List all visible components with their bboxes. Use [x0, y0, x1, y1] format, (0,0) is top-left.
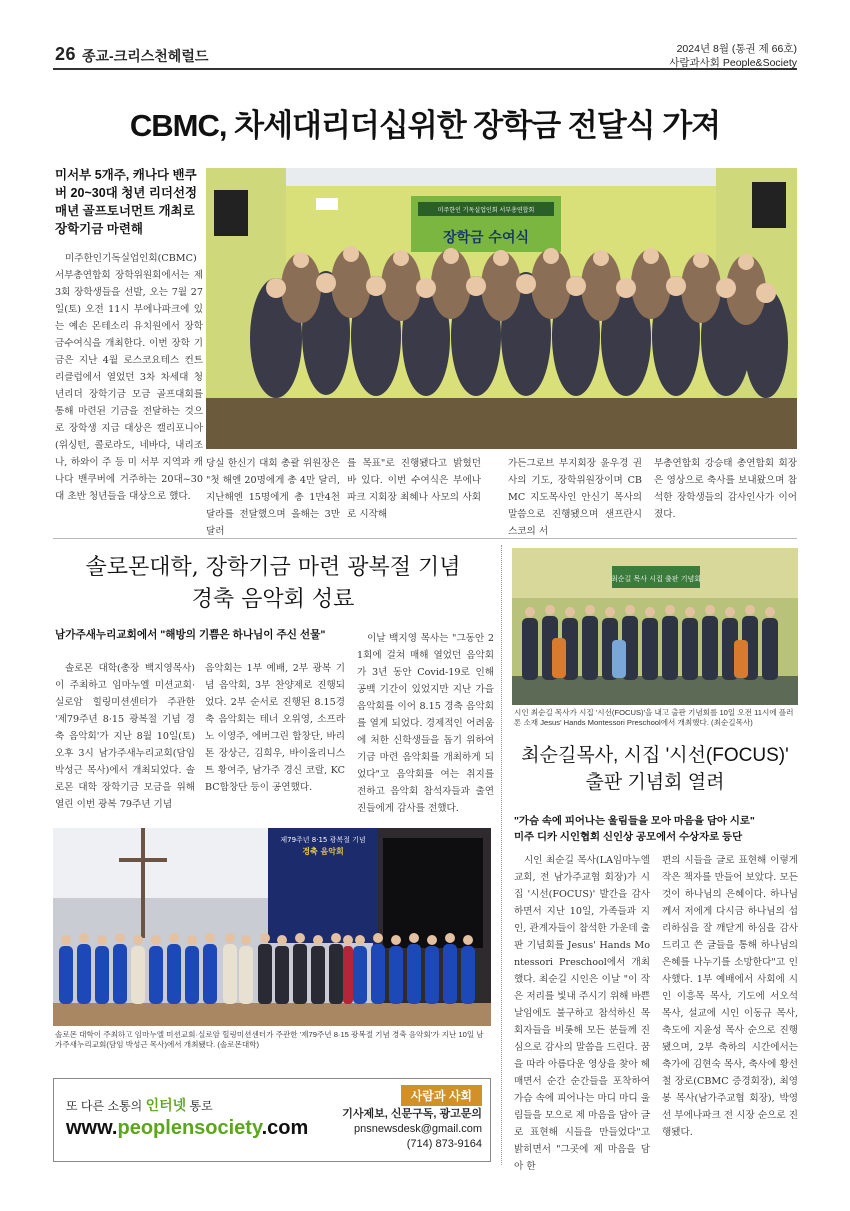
article3-col1: 시인 최순길 목사(LA임마누엘교회, 전 남가주교협 회장)가 시집 '시선(FOCUS)' 발간을 감사하면서 지난 10일, 가족들과 지인, 관계자들이 참석한 가운데 출판 기념회를 Jesus' Hands Montessori Preschool에서 개최했다. 최순길 시인은 이날 "이 작은 저리를 빛내 주시기 위해 바쁜 날임에도 불구하고 참석하신 목회자들을 비롯해 모든 분들께 진심으로 감사의 말씀을 드린다. 꿈을 따라 아름다운 영상을 찾아 헤매면서 순간 순간들을 포착하여 가슴 속에 피어나는 마디 마디 울림들을 모으로 제 마음을 담아 글로 표현해 시들을 만들었다"고 밝히면서 "그곳에 제 마음을 담아 한	[514, 855, 650, 1172]
article3-photo	[512, 548, 798, 705]
photo3-banner: 최순길 목사 시집 출판 기념회	[610, 575, 702, 583]
article2-title	[53, 552, 493, 616]
article2-photo	[53, 828, 491, 1026]
ad-url-post: .com	[261, 1117, 309, 1139]
photo2-banner-sub: 경축 음악회	[302, 847, 344, 856]
article1-col1: 미주한인기독실업인회(CBMC) 서부총연합회 장학위원회에서는 제3회 장학생들을 선발, 오는 7월 27일(토) 오전 11시 부에나파크에 있는 예손 몬테소리 유치원에서 장학금수여식을 개최한다. 이번 장학 기금은 지난 4월 로스코요테스 컨트리클럽에서 열었던 3차 차세대 청년리더 장학기금 모금 골프대회를 통해 마련된 기금을 전달하는 것으로 장학생 지급 대상은 캘리포니아(위싱턴, 콜로라도, 네바다, 내리조나, 하와이 주 등 미 서부 지역과 캐나다 밴쿠버에 거주하는 20대~30대 초반 청년들을 대상으로 했다.	[55, 253, 203, 502]
ad-phone[interactable]: (714) 873-9164	[406, 1138, 482, 1150]
article2-title-line2: 경축 음악회 성료	[191, 587, 355, 612]
article3-subhead	[514, 814, 804, 846]
ad-url-pre: www.	[66, 1117, 118, 1139]
article3-col2: 편의 시들을 글로 표현해 이렇게 작은 책자를 만들어 보았다. 모든 것이 하나님의 은혜이다. 하나님께서 저에게 다시금 하나님의 섭리하심을 잘 깨닫게 하심을 감사드리고 쓴 글들을 통해 하나님의 은혜를 나누기를 소망한다"고 인사했다. 1부 예배에서 사회에 시인 이흥목 목사, 기도에 서오석 목사, 설교에 시인 이동규 목사, 축도에 지윤성 목사 순으로 진행됐으며, 2부 축하의 시간에서는 축가에 김현숙 목사, 축사에 황선철 장로(CBMC 증경회장), 최영봉 목사(남가주교협 회장), 박영선 부에나파크 전 시장 순으로 진행됐다.	[662, 855, 798, 1138]
article3-title-line2: 출판 기념회 열려	[585, 772, 725, 793]
article1-col3: 를 목표"로 진행됐다고 밝혔던 바 있다. 이번 수여식은 부에나파크 지회장 최혜나 사모의 사회로 시작해	[347, 458, 481, 520]
paper-name: 사람과사회 People&Society	[669, 57, 797, 69]
article1-photo	[206, 168, 797, 449]
photo1-banner-title: 장학금 수여식	[442, 230, 530, 246]
article3-subhead-line1: "가슴 속에 피어나는 울림들을 모아 마음을 담아 시로"	[514, 816, 755, 827]
ad-info-line: 기사제보, 신문구독, 광고문의	[342, 1108, 482, 1120]
ad-contact-info	[342, 1107, 482, 1152]
article2-col1: 솔로몬 대학(총장 백지영목사)이 주최하고 임마누엘 미션교회·실로암 힐링미션센터가 주관한 '제79주년 8·15 광복절 기념 경축 음악회'가 지난 8월 10일(토) 오후 3시 남가주새누리교회(담임 박성근 목사)에서 개최되었다. 솔로몬 대학 장학기금 모금을 위해 열린 이번 광복 79주년 기념	[55, 663, 195, 810]
article2-title-line1: 솔로몬대학, 장학기금 마련 광복절 기념	[85, 555, 461, 580]
header-rule	[53, 68, 797, 70]
column-divider	[501, 545, 502, 1165]
article3-title-line1: 최순길목사, 시집 '시선(FOCUS)'	[521, 745, 789, 766]
ad-tagline-pre: 또 다른 소통의	[66, 1099, 143, 1113]
photo2-banner-title: 제79주년 8·15 광복절 기념	[280, 836, 366, 844]
section-divider	[53, 538, 797, 539]
article3-title	[512, 742, 798, 796]
ad-email[interactable]: pnsnewsdesk@gmail.com	[354, 1123, 482, 1135]
issue-info	[669, 42, 797, 70]
article2-col2: 음악회는 1부 예배, 2부 광복 기념 음악회, 3부 찬양제로 진행되었다. 2부 순서로 진행된 8.15경축 음악회는 테너 오위영, 소프라노 이영주, 에버그린 합창단, 바리톤 장상근, 김희우, 바이올리니스트 황여주, 남가주 경신 코랄, KCBC합창단 등이 공연했다.	[205, 663, 345, 793]
ad-website-link[interactable]	[66, 1117, 308, 1140]
article2-col3: 이날 백지영 목사는 "그동안 21회에 걸쳐 매해 열었던 음악회가 3년 동안 Covid-19로 인해 공백 기간이 있었지만 지난 가을 음악회를 이어 8.15 경축 음악회를 열게 되었다. 경제적인 어려움에 처한 신학생들을 돕기 위하여 기금 마련 음악회를 개최하게 되었다"고 음악회를 여는 취지를 전하고 음악회 참석자들과 출연진들에게 감사를 전했다.	[357, 633, 494, 814]
photo1-banner-org: 미주한인 기독실업인회 서부총연합회	[437, 207, 535, 214]
article1-title: CBMC, 차세대리더십위한 장학금 전달식 가져	[129, 108, 721, 143]
ad-url-highlight: peoplensociety	[117, 1117, 262, 1139]
ad-tagline	[66, 1095, 213, 1115]
ad-box	[53, 1078, 491, 1162]
article2-subhead: 남가주새누리교회에서 "해방의 기쁨은 하나님이 주신 선물"	[55, 629, 326, 641]
article1-col5: 부총연합회 강승태 총연합회 회장은 영상으로 축사를 보내왔으며 참석한 장학생들의 감사인사가 이어졌다.	[654, 458, 797, 520]
article1-col2: 당실 한신기 대회 총괄 위원장은 "첫 해엔 20명에게 총 4만 달러, 지난해엔 15명에게 총 1만4천달라를 전달했으며 올해는 3만 달러	[206, 458, 340, 537]
section-name: 종교-크리스천헤럴드	[82, 48, 209, 64]
article3-subhead-line2: 미주 디카 시인협회 신인상 공모에서 수상자로 등단	[514, 832, 743, 843]
page-number: 26	[55, 44, 77, 64]
ad-brand-badge: 사람과 사회	[401, 1085, 482, 1106]
article2-caption: 솔로몬 대학이 주최하고 임마누엘 미션교회·실로암 힐링미션센터가 주관한 '제79주년 8·15 광복절 기념 경축 음악회'가 지난 10일 남가주새누리교회(담임 박성근 목사)에서 개최됐다. (솔로몬대학)	[55, 1030, 484, 1049]
article3-caption: 시인 최순길 목사가 시집 '시선(FOCUS)'을 내고 출판 기념회를 10일 오전 11시에 플러톤 소재 Jesus' Hands Montessori Preschool에서 개최했다. (최순길목사)	[514, 708, 794, 727]
issue-label: 2024년 8월 (통권 제 66호)	[676, 43, 797, 55]
article1-subhead: 미서부 5개주, 캐나다 밴쿠버 20~30대 청년 리더선정 매년 골프토너먼트 개최로 장학기금 마련해	[55, 168, 198, 236]
article1-col4: 가든그로브 부지회장 윤우경 권사의 기도, 장학위원장이며 CBMC 지도목사인 안신기 목사의 말씀으로 진행됐으며 샌프란시스코의 서	[508, 458, 642, 537]
ad-tagline-highlight: 인터넷	[145, 1097, 187, 1113]
ad-tagline-post: 통로	[189, 1099, 213, 1113]
